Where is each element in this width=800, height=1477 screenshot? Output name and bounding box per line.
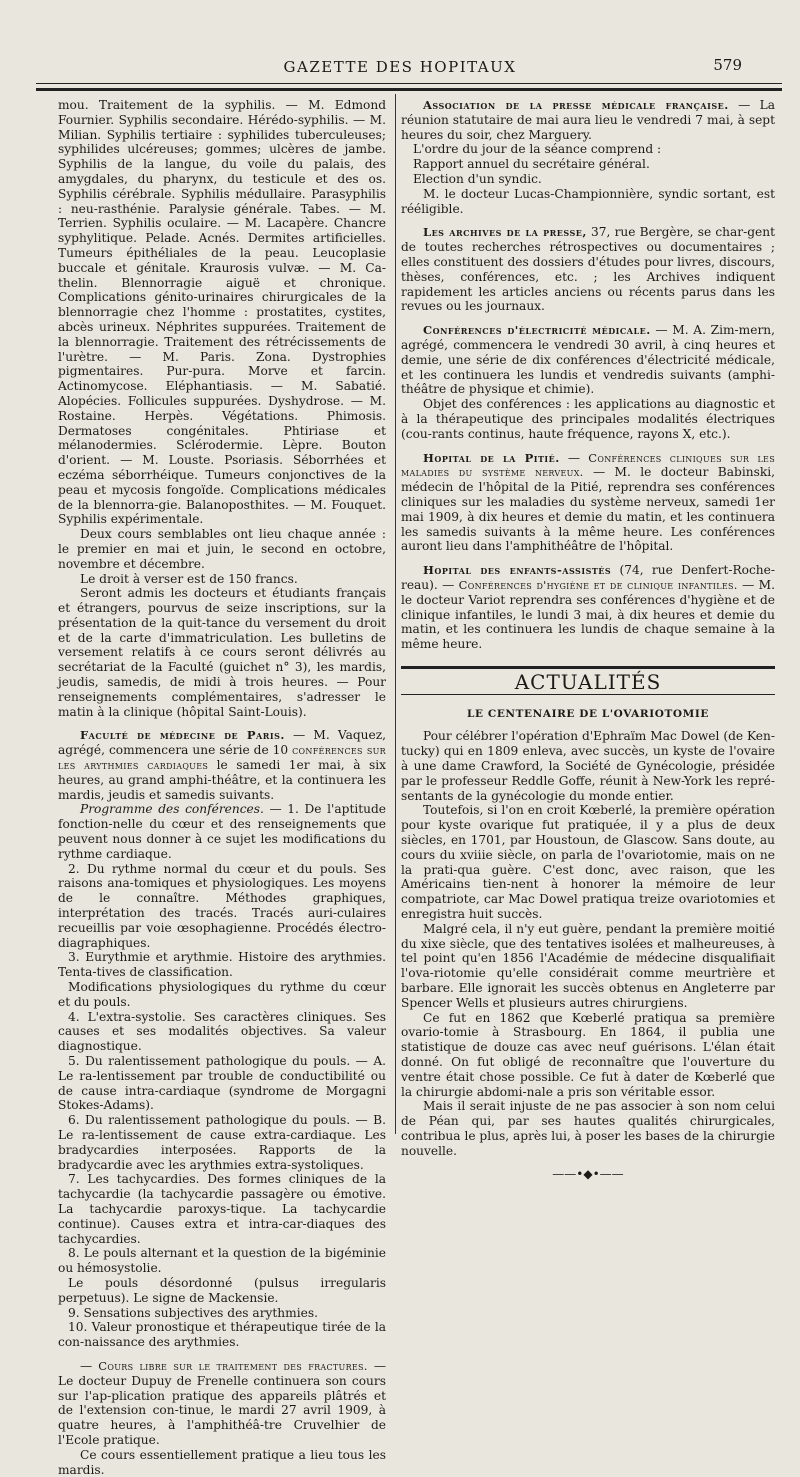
programme-item: 7. Les tachycardies. Des formes cliniques de la tachycardie (la tachycardie passagère ou émotive. La tachycardie paroxys-tique. La tachycardie continue). Causes extra et intra-car-diaques des tachycardies. <box>58 1172 386 1246</box>
header-rule-thin <box>36 83 782 84</box>
notice-text: 37, rue Bergère, se char-gent de toutes recherches rétrospectives ou documentaires ; elles constituent des dossiers d'études pour livres, discours, thèses, conférences, etc. ; les Archives indiquent rapidement les articles anciens ou récents parus dans les revues ou les journaux. <box>401 225 775 314</box>
notice-heading: Conférences d'électricité médicale. <box>423 323 651 338</box>
notice-heading: Association de la presse médicale française. <box>423 98 729 112</box>
notice-text: — M. Vaquez, agrégé, commencera une série de 10 <box>58 728 386 758</box>
page-number: 579 <box>713 56 742 74</box>
agenda-line: L'ordre du jour de la séance comprend : <box>413 142 662 157</box>
paragraph: Ce cours essentiellement pratique a lieu tous les mardis. <box>58 1447 386 1477</box>
notice-dash: — <box>80 1358 99 1373</box>
programme-text: — 1. De l'aptitude fonction-nelle du cœur et des renseignements que peuvent nous donner à ce sujet les modifications du rythme cardiaque. <box>58 802 387 861</box>
notice-heading: Cours libre sur le traitement des fractures. <box>98 1358 368 1373</box>
paragraph: Le droit à verser est de 150 francs. <box>80 571 298 586</box>
article-paragraph: Mais il serait injuste de ne pas associer à son nom celui de Péan qui, par ses hautes qualités chirurgicales, contribua le plus, après lui, à poser les bases de la chirurgie nouvelle. <box>401 1099 775 1158</box>
notice-heading: Les archives de la presse, <box>423 225 587 240</box>
notice-heading: Hopital de la Pitié. <box>423 450 560 465</box>
agenda-line: Rapport annuel du secrétaire général. <box>413 157 650 172</box>
header-rule-thick <box>36 88 782 91</box>
paragraph: Objet des conférences : les applications au diagnostic et à la thérapeutique des principales modalités électriques (cou-rants continus, haute fréquence, rayons X, etc.). <box>401 397 775 441</box>
notice-dash: — <box>559 450 589 465</box>
agenda-line: M. le docteur Lucas-Championnière, syndic sortant, est rééligible. <box>401 186 775 216</box>
notice-subheading: Conférences cliniques sur les maladies du système nerveux. <box>401 450 775 480</box>
programme-item: 5. Du ralentissement pathologique du pouls. — A. Le ra-lentissement par trouble de conductibilité ou de cause intra-cardiaque (syndrome de Morgagni Stokes-Adams). <box>58 1054 386 1113</box>
programme-item: 3. Eurythmie et arythmie. Histoire des arythmies. Tenta-tives de classification. <box>58 950 386 980</box>
article-paragraph: Pour célébrer l'opération d'Ephraïm Mac Dowel (de Ken-tucky) qui en 1809 enleva, avec succès, un kyste de l'ovaire à une dame Crawford, la Société de Gynécologie, présidée par le professeur Reddle Goffe, réunit à New-York les repré-sentants de la gynécologie du monde entier. <box>401 729 775 803</box>
notice-text: — M. A. Zim-mern, agrégé, commencera le vendredi 30 avril, à cinq heures et demie, une série de dix conférences d'électricité médicale, et les continuera les lundis et vendredis suivants (amphi-théâtre de physique et chimie). <box>401 323 775 397</box>
notice-subheading: conférences sur les arythmies cardiaques <box>58 743 386 773</box>
end-ornament: ——•◆•—— <box>552 1166 624 1181</box>
notice-text: — La réunion statutaire de mai aura lieu le vendredi 7 mai, à sept heures du soir, chez Marguery. <box>401 98 775 142</box>
notice-heading: Faculté de médecine de Paris. <box>80 728 285 743</box>
paragraph: mou. Traitement de la syphilis. — M. Edmond Fournier. Syphilis secondaire. Hérédo-syphilis. — M. Milian. Syphilis tertiaire : syphilides tuberculeuses; syphilides ulcéreuses; gommes; ulcères de jambe. Syphilis de la langue, du voile du palais, des amygdales, du pharynx, du testicule et des os. Syphilis cérébrale. Syphilis médullaire. Parasyphilis : neu-rasthénie. Paralysie générale. Tabes. — M. Terrien. Syphilis oculaire. — M. Lacapère. Chancre syphylitique. Pelade. Acnés. Dermites artificielles. Tumeurs épithéliales de la peau. Leucoplasie buccale et génitale. Kraurosis vulvæ. — M. Ca-thelin. Blennorragie aiguë et chronique. Complications génito-urinaires chirurgicales de la blennorragie chez l'homme : prostatites, cystites, abcès urineux. Néphrites suppurées. Traitement de la blennorragie. Traitement des rétrécissements de l'urètre. — M. Paris. Zona. Dystrophies pigmentaires. Pur-pura. Morve et farcin. Actinomycose. Eléphantiasis. — M. Sabatié. Alopécies. Follicules suppurées. Dyshydrose. — M. Rostaine. Herpès. Végétations. Phimosis. Dermatoses congénitales. Phtiriase et mélanodermies. Sclérodermie. Lèpre. Bouton d'orient. — M. Louste. Psoriasis. Séborrhées et eczéma séborrhéique. Tumeurs conjonctives de la peau et mycosis fongoïde. Complications médicales de la blennorra-gie. Balanoposthites. — M. Fouquet. Syphilis expérimentale. <box>58 98 386 527</box>
notice-text: le samedi 1er mai, à six heures, au grand amphi-théâtre, et la continuera les mardis, jeudis et samedis suivants. <box>58 758 386 802</box>
faculte-notice <box>58 728 386 802</box>
programme-item: 8. Le pouls alternant et la question de la bigéminie ou hémosystolie. <box>58 1246 386 1276</box>
cours-libre-notice <box>58 1359 386 1448</box>
programme-label: Programme des conférences. <box>80 802 264 817</box>
notice-text: — M. le docteur Babinski, médecin de l'hôpital de la Pitié, reprendra ses conférences cliniques sur les maladies du système nerveux, samedi 1er mai 1909, à dix heures et demie du matin, et les continuera les samedis suivants à la même heure. Les conférences auront lieu dans l'amphithéâtre de l'hôpital. <box>401 465 775 554</box>
notice-subheading: Conférences d'hygiène et de clinique infantiles. <box>458 577 738 592</box>
notice-text: — Le docteur Dupuy de Frenelle continuera son cours sur l'ap-plication pratique des appareils plâtrés et de l'extension con-tinue, le mardi 27 avril 1909, à quatre heures, à l'amphithéâ-tre Cruvelhier de l'Ecole pratique. <box>58 1358 387 1447</box>
notice-text: (74, rue Denfert-Roche-reau). — <box>401 563 775 592</box>
association-notice <box>401 98 775 142</box>
programme-item: 10. Valeur pronostique et thérapeutique tirée de la con-naissance des arythmies. <box>58 1320 386 1350</box>
paragraph: Deux cours semblables ont lieu chaque année : le premier en mai et juin, le second en octobre, novembre et décembre. <box>58 527 386 571</box>
archives-notice <box>401 225 775 314</box>
article-title: LE CENTENAIRE DE L'OVARIOTOMIE <box>467 707 709 720</box>
programme-item: 6. Du ralentissement pathologique du pouls. — B. Le ra-lentissement de cause extra-cardiaque. Les bradycardies interposées. Rapports de la bradycardie avec les arythmies extra-systoliques. <box>58 1113 386 1172</box>
section-banner-title: ACTUALITÉS <box>401 666 775 695</box>
pitie-notice <box>401 451 775 555</box>
right-column <box>401 98 775 1181</box>
programme-intro <box>58 802 386 861</box>
article-paragraph: Ce fut en 1862 que Kœberlé pratiqua sa première ovario-tomie à Strasbourg. En 1864, il publia une statistique de douze cas avec neuf guérisons. L'élan était donné. On fut obligé de reconnaître que l'ouverture du ventre était chose possible. Ce fut à dater de Kœberlé que la chirurgie abdomi-nale a pris son véritable essor. <box>401 1010 775 1099</box>
programme-item: 4. L'extra-systolie. Ses caractères cliniques. Ses causes et ses modalités objectives. Sa valeur diagnostique. <box>58 1009 386 1054</box>
programme-item: Le pouls désordonné (pulsus irregularis perpetuus). Le signe de Mackensie. <box>58 1275 386 1305</box>
article-paragraph: Malgré cela, il n'y eut guère, pendant la première moitié du xixe siècle, que des tentatives isolées et malheureuses, à tel point qu'en 1856 l'Académie de médecine disqualifiait l'ova-riotomie qu'elle considérait comme meurtrière et barbare. Elle ignorait les succès obtenus en Angleterre par Spencer Wells et plusieurs autres chirurgiens. <box>401 921 775 1010</box>
agenda-line: Election d'un syndic. <box>413 171 542 186</box>
enfants-notice <box>401 563 775 652</box>
article-paragraph: Toutefois, si l'on en croit Kœberlé, la première opération pour kyste ovarique fut pratiquée, il y a plus de deux siècles, en 1701, par Houstoun, de Glascow. Sans doute, au cours du xviiie siècle, on parla de l'ovariotomie, mais on ne la prati-qua guère. C'est donc, avec raison, que les Américains tien-nent à honorer la mémoire de leur compatriote, car Mac Dowel pratiqua treize ovariotomies et enregistra huit succès. <box>401 803 775 922</box>
column-divider <box>395 94 396 1134</box>
left-column <box>58 98 386 1477</box>
electricite-notice <box>401 323 775 397</box>
programme-item: 9. Sensations subjectives des arythmies. <box>68 1305 318 1320</box>
paragraph: Seront admis les docteurs et étudiants français et étrangers, pourvus de seize inscriptions, sur la présentation de la quit-tance du versement du droit et de la carte d'immatriculation. Les bulletins de versement relatifs à ce cours seront délivrés au secrétariat de la Faculté (guichet n° 3), les mardis, jeudis, samedis, de midi à trois heures. — Pour renseignements complémentaires, s'adresser le matin à la clinique (hôpital Saint-Louis). <box>58 586 386 719</box>
notice-text: — M. le docteur Variot reprendra ses conférences d'hygiène et de clinique infantiles, le lundi 3 mai, à dix heures et demie du matin, et les continuera les lundis de chaque semaine à la même heure. <box>401 577 775 652</box>
newspaper-title: GAZETTE DES HOPITAUX <box>283 58 517 76</box>
programme-item: Modifications physiologiques du rythme du cœur et du pouls. <box>58 980 386 1009</box>
programme-item: 2. Du rythme normal du cœur et du pouls. Ses raisons ana-tomiques et physiologiques. Les moyens de le connaître. Méthodes graphiques, interprétation des tracés. Tracés auri-culaires recueillis par voie œsophagienne. Procédés électro-diagraphiques. <box>58 861 386 950</box>
notice-heading: Hopital des enfants-assistés <box>423 563 612 578</box>
